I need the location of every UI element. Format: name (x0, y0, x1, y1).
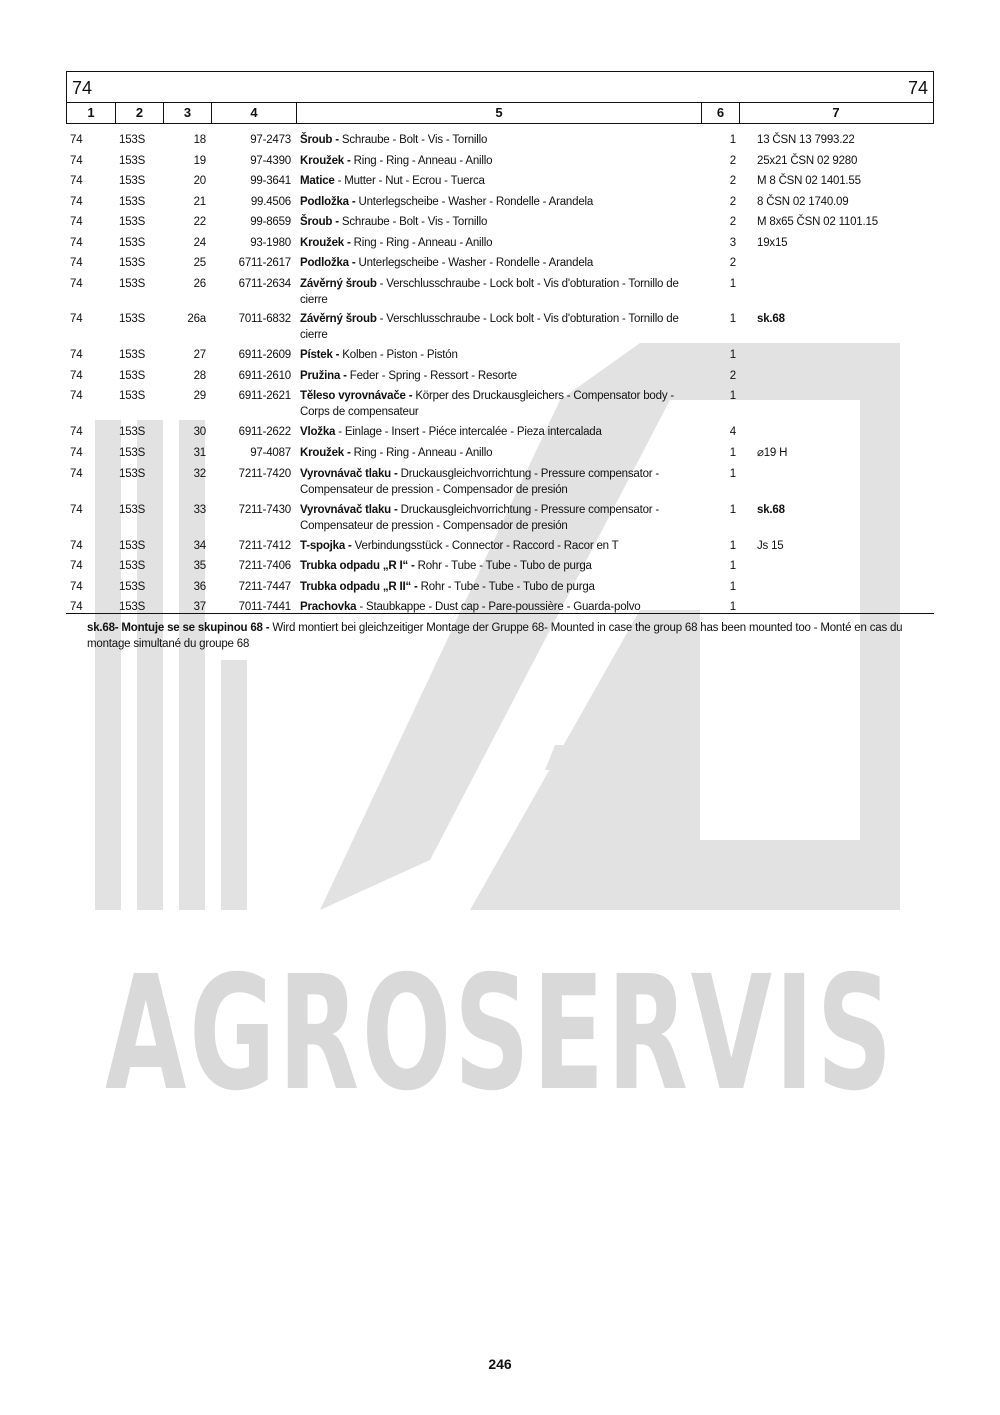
cell-quantity: 1 (729, 134, 736, 146)
part-name: Pístek - (300, 349, 340, 361)
cell-type: 153S (119, 447, 146, 459)
cell-part-number: 6711-2617 (238, 257, 291, 269)
cell-type: 153S (119, 560, 146, 572)
part-translations: - Verschlusschraube - Lock bolt - Vis d'obturation - Tornillo de cierre (300, 313, 679, 341)
cell-part-number: 93-1980 (250, 237, 291, 249)
group-title-row (67, 72, 933, 103)
part-translations: Druckausgleichvorrichtung - Pressure compensator - Compensateur de pression - Compensador de presión (300, 504, 660, 532)
cell-part-number: 6911-2609 (238, 349, 291, 361)
cell-description (300, 368, 692, 384)
cell-quantity: 4 (729, 426, 736, 438)
cell-description (300, 311, 692, 343)
cell-description (300, 579, 692, 595)
cell-quantity: 1 (729, 468, 736, 480)
cell-group: 74 (70, 540, 83, 552)
cell-note: 19x15 (757, 237, 788, 249)
part-name: Těleso vyrovnávače - (300, 390, 413, 402)
cell-part-number: 97-4087 (250, 447, 291, 459)
cell-type: 153S (119, 426, 146, 438)
part-translations: - Staubkappe - Dust cap - Pare-poussière - Guarda-polvo (356, 601, 641, 613)
cell-group: 74 (70, 560, 83, 572)
part-name: Šroub - (300, 216, 339, 228)
table-bottom-rule (66, 613, 934, 614)
cell-description (300, 235, 692, 251)
cell-description (300, 445, 692, 461)
cell-type: 153S (119, 468, 146, 480)
part-translations: Ring - Ring - Anneau - Anillo (350, 155, 493, 167)
cell-position: 29 (193, 390, 206, 402)
cell-note: sk.68 (757, 313, 785, 325)
cell-type: 153S (119, 257, 146, 269)
group-header (66, 71, 934, 124)
cell-type: 153S (119, 581, 146, 593)
cell-position: 35 (193, 560, 206, 572)
footnote-text: Wird montiert bei gleichzeitiger Montage der Gruppe 68- Mounted in case the group 68 has been mounted too - Monté en cas du montage simultané du groupe 68 (87, 622, 903, 650)
cell-group: 74 (70, 155, 83, 167)
cell-position: 27 (193, 349, 206, 361)
cell-position: 18 (193, 134, 206, 146)
cell-quantity: 1 (729, 581, 736, 593)
cell-part-number: 6911-2621 (238, 390, 291, 402)
part-name: Kroužek - (300, 237, 351, 249)
cell-position: 33 (193, 504, 206, 516)
cell-part-number: 6911-2622 (238, 426, 291, 438)
cell-part-number: 7211-7447 (238, 581, 291, 593)
cell-position: 34 (193, 540, 206, 552)
cell-position: 37 (193, 601, 206, 613)
cell-note: 13 ČSN 13 7993.22 (757, 134, 855, 146)
cell-description (300, 214, 692, 230)
part-name: Závěrný šroub (300, 313, 377, 325)
part-name: Podložka - (300, 196, 356, 208)
cell-note: M 8x65 ČSN 02 1101.15 (757, 216, 878, 228)
part-translations: - Einlage - Insert - Piéce intercalée - Pieza intercalada (335, 426, 602, 438)
part-name: Kroužek - (300, 155, 351, 167)
col-header-2: 2 (115, 102, 163, 124)
cell-part-number: 97-4390 (250, 155, 291, 167)
cell-quantity: 1 (729, 601, 736, 613)
part-name: Vyrovnávač tlaku - (300, 504, 398, 516)
part-name: T-spojka - (300, 540, 352, 552)
cell-type: 153S (119, 237, 146, 249)
page-number: 246 (488, 1356, 512, 1372)
cell-position: 25 (193, 257, 206, 269)
cell-position: 31 (193, 447, 206, 459)
group-number-left: 74 (72, 78, 93, 98)
cell-group: 74 (70, 278, 83, 290)
cell-quantity: 2 (729, 155, 736, 167)
cell-part-number: 99.4506 (250, 196, 291, 208)
cell-group: 74 (70, 426, 83, 438)
cell-quantity: 1 (729, 560, 736, 572)
cell-note: M 8 ČSN 02 1401.55 (757, 175, 861, 187)
part-translations: Unterlegscheibe - Washer - Rondelle - Arandela (355, 196, 594, 208)
cell-group: 74 (70, 216, 83, 228)
col-header-6: 6 (701, 102, 739, 124)
cell-description (300, 153, 692, 169)
part-translations: Körper des Druckausgleichers - Compensator body - Corps de compensateur (300, 390, 674, 418)
cell-note: sk.68 (757, 504, 785, 516)
col-header-4: 4 (211, 102, 296, 124)
cell-group: 74 (70, 313, 83, 325)
cell-type: 153S (119, 175, 146, 187)
part-name: Vyrovnávač tlaku - (300, 468, 398, 480)
cell-description (300, 347, 692, 363)
cell-type: 153S (119, 196, 146, 208)
cell-position: 19 (193, 155, 206, 167)
part-translations: Rohr - Tube - Tube - Tubo de purga (417, 581, 595, 593)
cell-quantity: 1 (729, 349, 736, 361)
cell-position: 20 (193, 175, 206, 187)
part-name: Prachovka (300, 601, 357, 613)
cell-quantity: 2 (729, 370, 736, 382)
cell-type: 153S (119, 390, 146, 402)
cell-part-number: 7211-7420 (238, 468, 291, 480)
cell-quantity: 1 (729, 313, 736, 325)
part-name: Kroužek - (300, 447, 351, 459)
part-name: Pružina - (300, 370, 347, 382)
cell-note: ⌀19 H (757, 447, 788, 459)
cell-description (300, 276, 692, 308)
part-name: Matice (300, 175, 335, 187)
cell-quantity: 1 (729, 278, 736, 290)
cell-part-number: 6911-2610 (238, 370, 291, 382)
cell-group: 74 (70, 196, 83, 208)
part-translations: Kolben - Piston - Pistón (339, 349, 458, 361)
cell-quantity: 1 (729, 540, 736, 552)
cell-quantity: 1 (729, 390, 736, 402)
cell-position: 22 (193, 216, 206, 228)
cell-position: 36 (193, 581, 206, 593)
cell-type: 153S (119, 370, 146, 382)
cell-part-number: 99-8659 (250, 216, 291, 228)
cell-group: 74 (70, 447, 83, 459)
cell-description (300, 466, 692, 498)
cell-part-number: 7211-7406 (238, 560, 291, 572)
cell-quantity: 2 (729, 216, 736, 228)
cell-position: 26a (187, 313, 206, 325)
cell-position: 32 (193, 468, 206, 480)
part-translations: Unterlegscheibe - Washer - Rondelle - Arandela (355, 257, 594, 269)
cell-description (300, 194, 692, 210)
cell-type: 153S (119, 155, 146, 167)
cell-type: 153S (119, 313, 146, 325)
cell-group: 74 (70, 257, 83, 269)
cell-description (300, 255, 692, 271)
cell-group: 74 (70, 370, 83, 382)
cell-position: 21 (193, 196, 206, 208)
cell-type: 153S (119, 278, 146, 290)
part-translations: - Verschlusschraube - Lock bolt - Vis d'obturation - Tornillo de cierre (300, 278, 679, 306)
cell-group: 74 (70, 175, 83, 187)
part-name: Trubka odpadu „R I“ - (300, 560, 415, 572)
cell-quantity: 3 (729, 237, 736, 249)
cell-group: 74 (70, 504, 83, 516)
part-name: Podložka - (300, 257, 356, 269)
cell-description (300, 132, 692, 148)
cell-quantity: 1 (729, 504, 736, 516)
cell-note: 8 ČSN 02 1740.09 (757, 196, 849, 208)
cell-type: 153S (119, 540, 146, 552)
cell-part-number: 97-2473 (250, 134, 291, 146)
cell-note: 25x21 ČSN 02 9280 (757, 155, 858, 167)
part-name: Trubka odpadu „R II“ - (300, 581, 418, 593)
cell-part-number: 6711-2634 (238, 278, 291, 290)
part-translations: Feder - Spring - Ressort - Resorte (346, 370, 517, 382)
cell-type: 153S (119, 134, 146, 146)
part-translations: Verbindungsstück - Connector - Raccord - Racor en T (351, 540, 619, 552)
cell-description (300, 538, 692, 554)
cell-position: 26 (193, 278, 206, 290)
cell-group: 74 (70, 581, 83, 593)
group-number-right: 74 (907, 78, 928, 98)
cell-description (300, 173, 692, 189)
part-name: Vložka (300, 426, 336, 438)
cell-part-number: 7011-7441 (238, 601, 291, 613)
col-header-1: 1 (87, 105, 95, 120)
part-translations: Schraube - Bolt - Vis - Tornillo (338, 216, 488, 228)
cell-position: 28 (193, 370, 206, 382)
cell-description (300, 388, 692, 420)
cell-quantity: 2 (729, 196, 736, 208)
part-translations: - Mutter - Nut - Ecrou - Tuerca (334, 175, 485, 187)
cell-group: 74 (70, 134, 83, 146)
cell-part-number: 7211-7430 (238, 504, 291, 516)
cell-group: 74 (70, 237, 83, 249)
cell-group: 74 (70, 349, 83, 361)
cell-type: 153S (119, 601, 146, 613)
cell-part-number: 7211-7412 (238, 540, 291, 552)
col-header-7: 7 (739, 102, 932, 124)
part-translations: Ring - Ring - Anneau - Anillo (350, 447, 493, 459)
cell-position: 30 (193, 426, 206, 438)
col-header-5: 5 (296, 102, 701, 124)
part-translations: Ring - Ring - Anneau - Anillo (350, 237, 493, 249)
cell-quantity: 2 (729, 257, 736, 269)
part-translations: Rohr - Tube - Tube - Tubo de purga (414, 560, 592, 572)
footnote (87, 620, 917, 652)
cell-quantity: 1 (729, 447, 736, 459)
cell-group: 74 (70, 468, 83, 480)
cell-part-number: 7011-6832 (238, 313, 291, 325)
part-translations: Schraube - Bolt - Vis - Tornillo (338, 134, 488, 146)
part-name: Šroub - (300, 134, 339, 146)
cell-note: Js 15 (757, 540, 784, 552)
footnote-label: sk.68- Montuje se se skupinou 68 - (87, 622, 270, 634)
col-header-3: 3 (163, 102, 211, 124)
svg-text:AGROSERVIS: AGROSERVIS (105, 942, 895, 1126)
cell-description (300, 502, 692, 534)
cell-type: 153S (119, 504, 146, 516)
part-name: Závěrný šroub (300, 278, 377, 290)
cell-description (300, 424, 692, 440)
part-translations: Druckausgleichvorrichtung - Pressure compensator - Compensateur de pression - Compensador de presión (300, 468, 660, 496)
cell-position: 24 (193, 237, 206, 249)
cell-type: 153S (119, 216, 146, 228)
cell-type: 153S (119, 349, 146, 361)
cell-quantity: 2 (729, 175, 736, 187)
cell-group: 74 (70, 601, 83, 613)
cell-description (300, 558, 692, 574)
cell-part-number: 99-3641 (250, 175, 291, 187)
cell-group: 74 (70, 390, 83, 402)
